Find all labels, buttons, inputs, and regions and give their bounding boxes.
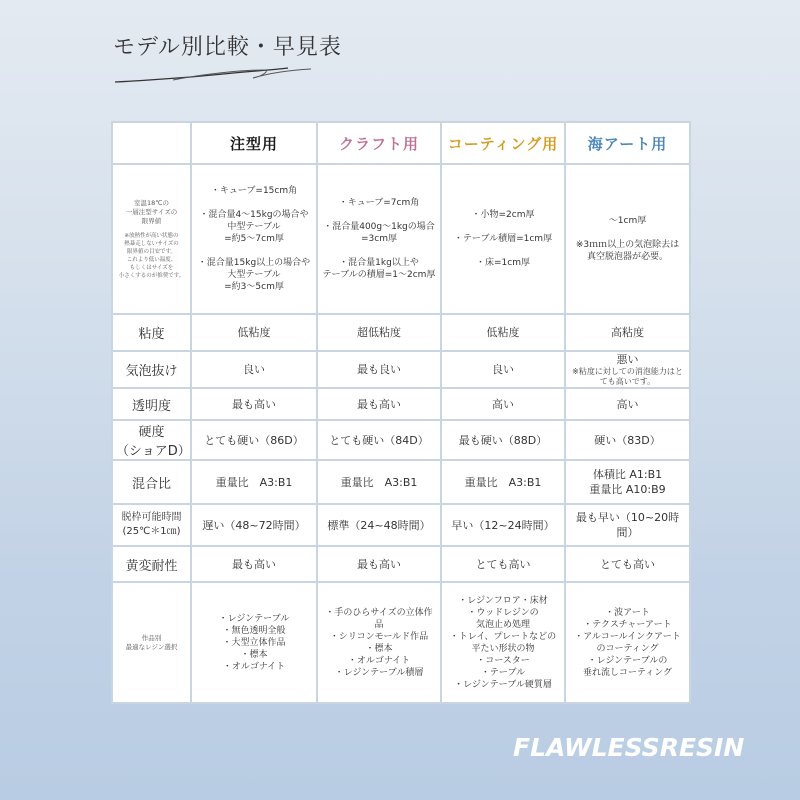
cell-injection: 低粘度 <box>191 314 317 351</box>
cell-coating: ・レジンフロア・床材 ・ウッドレジンの 気泡止め処理 ・トレイ、プレートなどの 平たい形状の物 ・コースター ・テーブル ・レジンテーブル硬質層 <box>441 582 565 703</box>
page-title: モデル別比較・早見表 <box>113 35 342 60</box>
header-corner <box>112 122 191 164</box>
row-yellowing-resistance <box>112 546 690 582</box>
cell-value: 悪い <box>616 353 639 366</box>
row-label: 脱枠可能時間 (25℃＊1㎝) <box>112 504 191 546</box>
row-mix-ratio <box>112 460 690 504</box>
cell-injection: 遅い（48~72時間） <box>191 504 317 546</box>
cell-craft: 最も高い <box>317 546 441 582</box>
cell-coating: 早い（12~24時間） <box>441 504 565 546</box>
cell-craft: 標準（24~48時間） <box>317 504 441 546</box>
cell-craft: ・手のひらサイズの立体作品 ・シリコンモールド作品 ・標本 ・オルゴナイト ・レジンテーブル積層 <box>317 582 441 703</box>
size-row-label <box>112 164 191 314</box>
cell-note: ※粘度に対しての消泡能力はと ても高いです。 <box>572 367 683 386</box>
size-label-main: 室温18℃の 一層注型サイズの 限界値 <box>125 198 178 225</box>
row-label: 作品別 最適なレジン選択 <box>112 582 191 703</box>
size-craft: ・キューブ=7cm角 ・混合量400g～1kgの場合 =3cm厚 ・混合量1kg以上や テーブルの積層=1～2cm厚 <box>317 164 441 314</box>
row-label: 混合比 <box>112 460 191 504</box>
cell-sea-art: ・波アート ・テクスチャーアート ・アルコールインクアート のコーティング ・レジンテーブルの 垂れ流しコーティング <box>565 582 690 703</box>
cell-craft: 超低粘度 <box>317 314 441 351</box>
row-label: 粘度 <box>112 314 191 351</box>
cell-injection: 重量比 A3:B1 <box>191 460 317 504</box>
cell-injection: とても硬い（86D） <box>191 420 317 460</box>
cell-craft: 最も良い <box>317 351 441 388</box>
comparison-table <box>111 121 689 704</box>
cell-injection: 良い <box>191 351 317 388</box>
cell-sea-art <box>565 351 690 388</box>
size-injection: ・キューブ=15cm角 ・混合量4～15kgの場合や 中型テーブル =約5～7cm厚 ・混合量15kg以上の場合や 大型テーブル =約3～5cm厚 <box>191 164 317 314</box>
row-demold-time <box>112 504 690 546</box>
row-viscosity <box>112 314 690 351</box>
cell-coating: とても高い <box>441 546 565 582</box>
cell-sea-art: 高い <box>565 388 690 420</box>
cell-coating: 重量比 A3:B1 <box>441 460 565 504</box>
cell-injection: 最も高い <box>191 546 317 582</box>
row-bubble-release <box>112 351 690 388</box>
cell-coating: 高い <box>441 388 565 420</box>
cell-sea-art: とても高い <box>565 546 690 582</box>
cell-craft: 重量比 A3:B1 <box>317 460 441 504</box>
header-craft: クラフト用 <box>317 122 441 164</box>
row-transparency <box>112 388 690 420</box>
row-label: 黄変耐性 <box>112 546 191 582</box>
cell-sea-art: 最も早い（10~20時間） <box>565 504 690 546</box>
cell-injection: ・レジンテーブル ・無色透明全般 ・大型立体作品 ・標本 ・オルゴナイト <box>191 582 317 703</box>
row-hardness <box>112 420 690 460</box>
size-row <box>112 164 690 314</box>
decorative-swash <box>113 58 313 88</box>
cell-coating: 良い <box>441 351 565 388</box>
brand-logo: FLAWLESSRESIN <box>513 733 745 762</box>
row-label: 透明度 <box>112 388 191 420</box>
cell-coating: 低粘度 <box>441 314 565 351</box>
cell-coating: 最も硬い（88D） <box>441 420 565 460</box>
cell-sea-art: 高粘度 <box>565 314 690 351</box>
cell-craft: とても硬い（84D） <box>317 420 441 460</box>
cell-injection: 最も高い <box>191 388 317 420</box>
header-coating: コーティング用 <box>441 122 565 164</box>
cell-sea-art: 硬い（83D） <box>565 420 690 460</box>
size-label-note: ※放熱性が高い状態の 熱暴走しないサイズの 限界値の目安です。 これより低い温度、 もしくはサイズを 小さくするのが推奨です。 <box>118 232 185 279</box>
size-sea-art: ～1cm厚 ※3ｍｍ以上の気泡除去は 真空脱泡器が必要。 <box>565 164 690 314</box>
header-row <box>112 122 690 164</box>
cell-craft: 最も高い <box>317 388 441 420</box>
size-coating: ・小物=2cm厚 ・テーブル積層=1cm厚 ・床=1cm厚 <box>441 164 565 314</box>
row-recommended-uses <box>112 582 690 703</box>
header-injection: 注型用 <box>191 122 317 164</box>
cell-sea-art: 体積比 A1:B1 重量比 A10:B9 <box>565 460 690 504</box>
header-sea-art: 海アート用 <box>565 122 690 164</box>
row-label: 硬度 （ショアD） <box>112 420 191 460</box>
row-label: 気泡抜け <box>112 351 191 388</box>
